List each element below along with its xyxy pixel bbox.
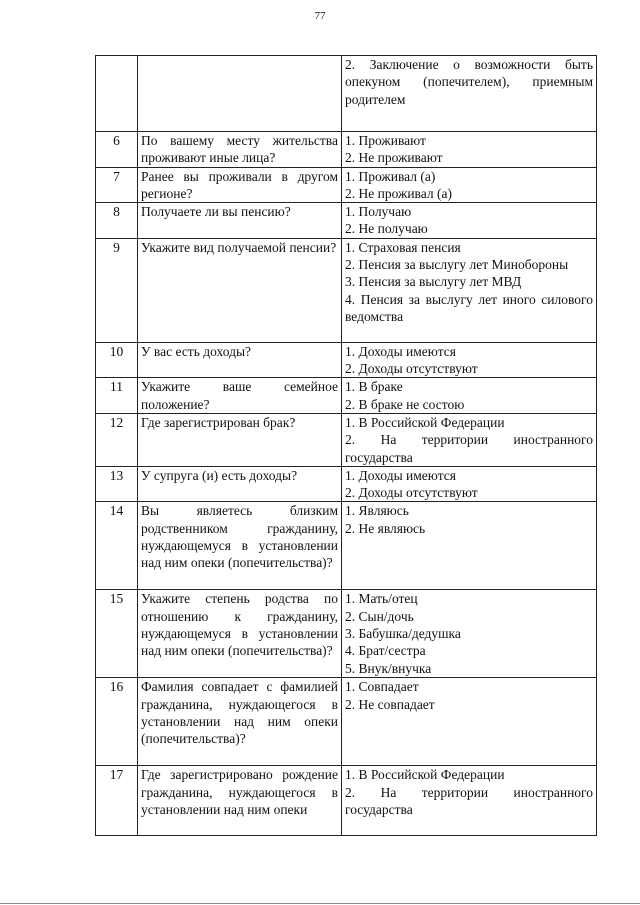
table-row bbox=[96, 203, 597, 239]
row-number: 17 bbox=[96, 766, 138, 836]
answer-option: 1. Страховая пенсия bbox=[345, 239, 461, 255]
page-number: 77 bbox=[314, 10, 326, 22]
answers-cell bbox=[342, 678, 597, 766]
answer-option: 5. Внук/внучка bbox=[345, 660, 432, 676]
answer-option: 2. Не являюсь bbox=[345, 520, 426, 536]
row-number: 6 bbox=[96, 132, 138, 168]
answer-option: 1. В Российской Федерации bbox=[345, 414, 505, 430]
question-cell: Вы являетесь близким родственником гражданину, нуждающемуся в установлении над ним опеки (попечительства)? bbox=[138, 502, 342, 590]
answer-option: 3. Бабушка/дедушка bbox=[345, 626, 461, 642]
table-row bbox=[96, 466, 597, 502]
answer-option: 2. Не проживают bbox=[345, 150, 443, 166]
answer-option: 1. Проживают bbox=[345, 133, 426, 148]
answer-option: 2. Не получаю bbox=[345, 221, 428, 237]
answer-option: 1. Получаю bbox=[345, 204, 412, 220]
answer-option: 2. В браке не состою bbox=[345, 396, 465, 412]
answer-option: 1. В Российской Федерации bbox=[345, 767, 505, 783]
answers-cell bbox=[342, 766, 597, 836]
answer-option: 2. Не проживал (а) bbox=[345, 185, 452, 201]
answers-cell bbox=[342, 590, 597, 678]
answer-option: 3. Пенсия за выслугу лет МВД bbox=[345, 274, 522, 290]
answer-option: 1. Являюсь bbox=[345, 503, 409, 519]
row-number bbox=[96, 56, 138, 132]
questionnaire-table bbox=[95, 55, 597, 836]
answer-option: 4. Пенсия за выслугу лет иного силового ведомства bbox=[345, 291, 593, 324]
row-number: 15 bbox=[96, 590, 138, 678]
table-row bbox=[96, 378, 597, 414]
table-row bbox=[96, 56, 597, 132]
bottom-rule bbox=[0, 903, 640, 904]
table-row bbox=[96, 167, 597, 203]
row-number: 10 bbox=[96, 342, 138, 378]
question-cell: Укажите ваше семейное положение? bbox=[138, 378, 342, 414]
question-cell: У вас есть доходы? bbox=[138, 342, 342, 378]
row-number: 9 bbox=[96, 238, 138, 342]
row-number: 13 bbox=[96, 466, 138, 502]
answer-option: 2. Доходы отсутствуют bbox=[345, 361, 478, 377]
answer-option: 2. На территории иностранного государства bbox=[345, 432, 593, 465]
question-cell: Укажите степень родства по отношению к гражданину, нуждающемуся в установлении над ним опеки (попечительства)? bbox=[138, 590, 342, 678]
answer-option: 1. Доходы имеются bbox=[345, 467, 456, 483]
table-row bbox=[96, 238, 597, 342]
answers-cell bbox=[342, 56, 597, 132]
question-cell: Получаете ли вы пенсию? bbox=[138, 203, 342, 239]
row-number: 11 bbox=[96, 378, 138, 414]
answer-option: 2. Сын/дочь bbox=[345, 608, 414, 624]
question-cell bbox=[138, 56, 342, 132]
answer-option: 1. В браке bbox=[345, 379, 403, 395]
answer-option: 4. Брат/сестра bbox=[345, 643, 426, 659]
question-cell: Где зарегистрировано рождение гражданина, нуждающегося в установлении над ним опеки bbox=[138, 766, 342, 836]
question-cell: Укажите вид получаемой пенсии? bbox=[138, 238, 342, 342]
row-number: 7 bbox=[96, 167, 138, 203]
answer-option: 1. Доходы имеются bbox=[345, 343, 456, 359]
question-cell: Где зарегистрирован брак? bbox=[138, 413, 342, 466]
answers-cell bbox=[342, 466, 597, 502]
answer-option: 1. Мать/отец bbox=[345, 591, 418, 607]
answer-option: 2. Доходы отсутствуют bbox=[345, 485, 478, 501]
answers-cell bbox=[342, 238, 597, 342]
answer-option: 2. Не совпадает bbox=[345, 696, 435, 712]
table-row bbox=[96, 413, 597, 466]
answer-option: 1. Проживал (а) bbox=[345, 168, 436, 184]
answers-cell bbox=[342, 502, 597, 590]
answers-cell bbox=[342, 132, 597, 168]
question-cell: У супруга (и) есть доходы? bbox=[138, 466, 342, 502]
answers-cell bbox=[342, 167, 597, 203]
answers-cell bbox=[342, 203, 597, 239]
question-cell: Фамилия совпадает с фамилией гражданина, нуждающегося в установлении над ним опеки (попечительства)? bbox=[138, 678, 342, 766]
answers-cell bbox=[342, 378, 597, 414]
answer-option: 2. Пенсия за выслугу лет Минобороны bbox=[345, 257, 569, 273]
answer-option: 2. На территории иностранного государства bbox=[345, 784, 593, 818]
table-row bbox=[96, 590, 597, 678]
answers-cell bbox=[342, 413, 597, 466]
table-row bbox=[96, 342, 597, 378]
answers-cell bbox=[342, 342, 597, 378]
table-row bbox=[96, 502, 597, 590]
table-body bbox=[96, 56, 597, 836]
row-number: 16 bbox=[96, 678, 138, 766]
row-number: 12 bbox=[96, 413, 138, 466]
answer-option: 1. Совпадает bbox=[345, 679, 419, 695]
question-cell: По вашему месту жительства проживают иные лица? bbox=[138, 132, 342, 168]
table-row bbox=[96, 132, 597, 168]
question-cell: Ранее вы проживали в другом регионе? bbox=[138, 167, 342, 203]
table-row bbox=[96, 766, 597, 836]
table-row bbox=[96, 678, 597, 766]
row-number: 8 bbox=[96, 203, 138, 239]
answer-option: 2. Заключение о возможности быть опекуном (попечителем), приемным родителем bbox=[345, 57, 593, 107]
row-number: 14 bbox=[96, 502, 138, 590]
